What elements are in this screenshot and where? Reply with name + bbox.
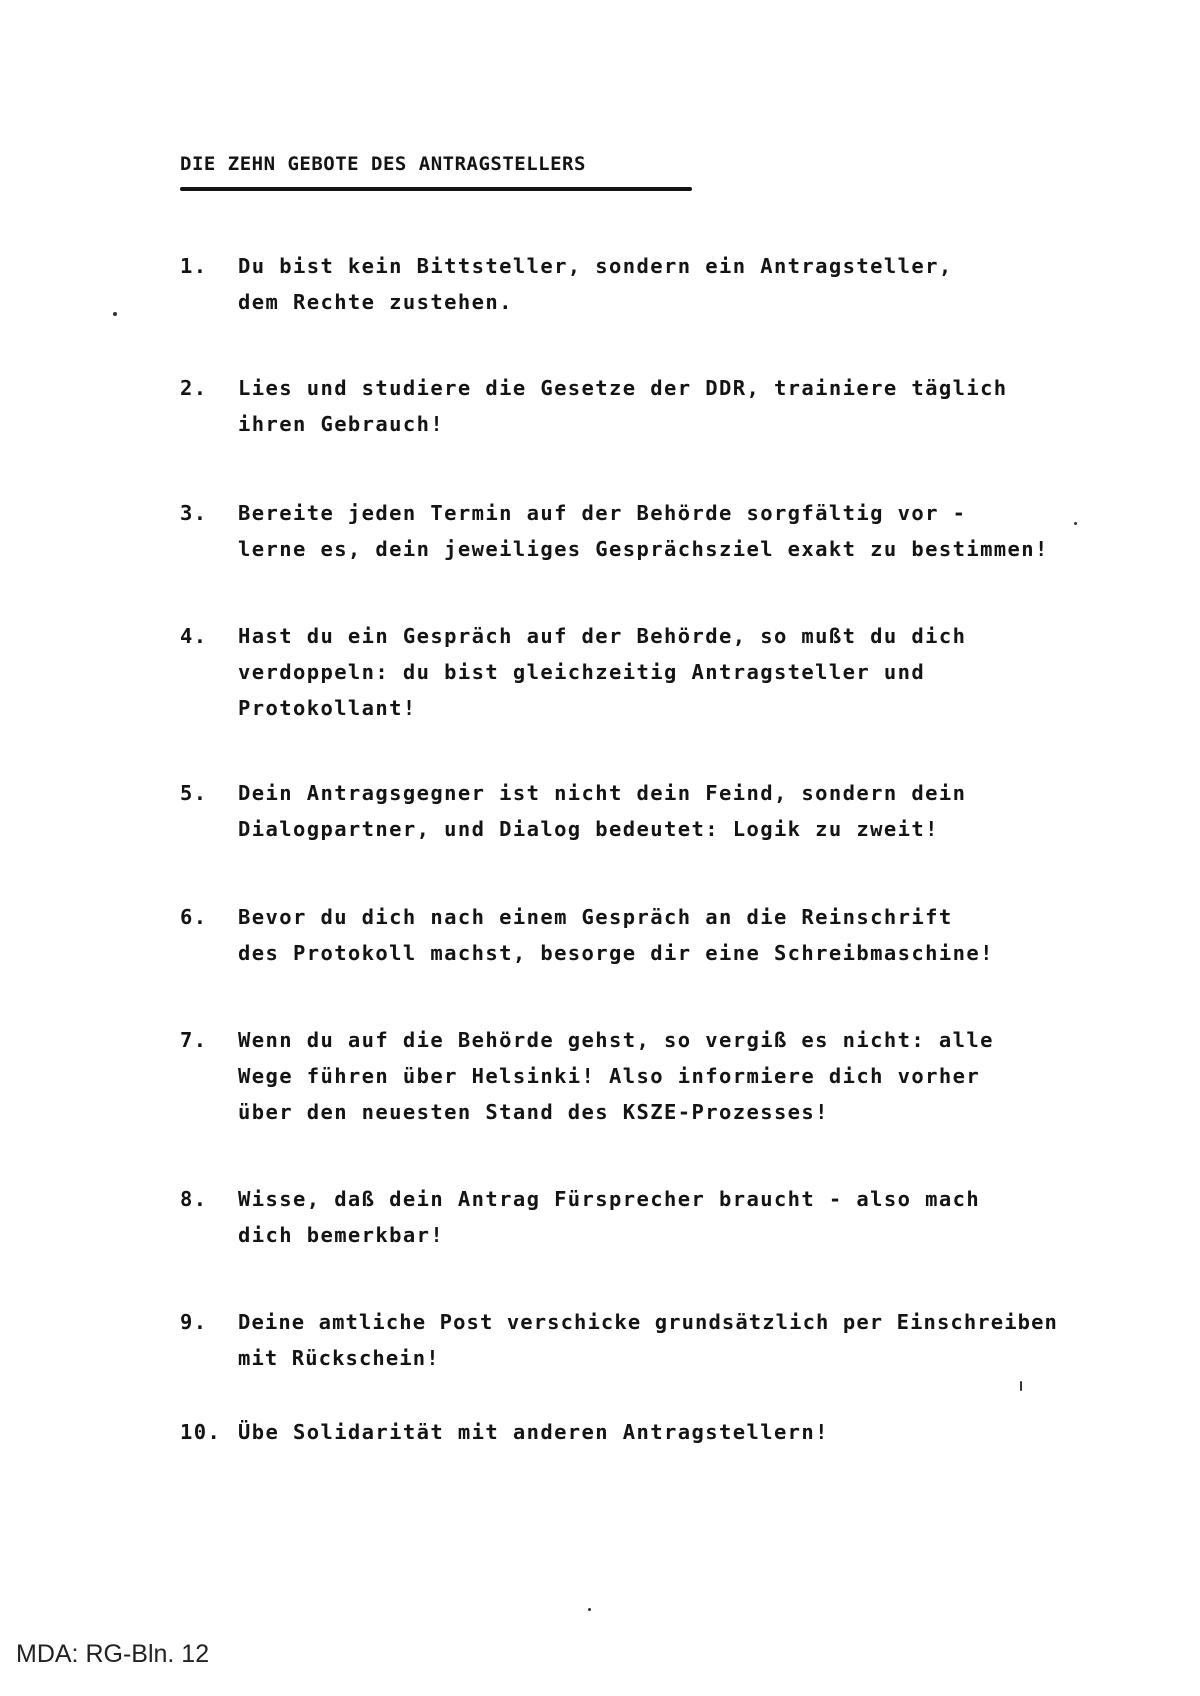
list-item (180, 495, 1160, 567)
item-text: Deine amtliche Post verschicke grundsätzlich per Einschreiben mit Rückschein! (238, 1310, 1058, 1370)
item-number: 4. (180, 624, 208, 648)
document-title: DIE ZEHN GEBOTE DES ANTRAGSTELLERS (180, 153, 586, 175)
scan-speck (1020, 1381, 1022, 1391)
title-underline (180, 187, 692, 191)
item-number: 8. (180, 1187, 208, 1211)
list-item (180, 1181, 1160, 1253)
item-text: Wisse, daß dein Antrag Fürsprecher braucht - also mach dich bemerkbar! (238, 1187, 981, 1247)
item-number: 6. (180, 905, 208, 929)
item-text: Dein Antragsgegner ist nicht dein Feind, sondern dein Dialogpartner, und Dialog bedeutet: Logik zu zweit! (238, 781, 967, 841)
list-item (180, 618, 1160, 726)
list-item (180, 1022, 1160, 1130)
list-item (180, 775, 1160, 847)
item-text: Bevor du dich nach einem Gespräch an die Reinschrift des Protokoll machst, besorge dir eine Schreibmaschine! (238, 905, 994, 965)
item-text: Wenn du auf die Behörde gehst, so vergiß es nicht: alle Wege führen über Helsinki! Also informiere dich vorher über den neuesten Stand des KSZE-Prozesses! (238, 1028, 994, 1124)
archive-reference: MDA: RG-Bln. 12 (16, 1640, 210, 1668)
item-number: 3. (180, 501, 208, 525)
list-item (180, 1304, 1160, 1376)
item-number: 1. (180, 254, 208, 278)
item-text: Hast du ein Gespräch auf der Behörde, so mußt du dich verdoppeln: du bist gleichzeitig Antragsteller und Protokollant! (238, 624, 967, 720)
scan-speck (113, 312, 117, 316)
scan-speck (1074, 522, 1077, 525)
scan-speck (588, 1608, 591, 1611)
list-item (180, 899, 1160, 971)
item-text: Lies und studiere die Gesetze der DDR, trainiere täglich ihren Gebrauch! (238, 376, 1008, 436)
item-text: Du bist kein Bittsteller, sondern ein Antragsteller, dem Rechte zustehen. (238, 254, 953, 314)
item-number: 10. (180, 1420, 222, 1444)
item-number: 7. (180, 1028, 208, 1052)
item-number: 9. (180, 1310, 208, 1334)
list-item (180, 370, 1160, 442)
item-number: 5. (180, 781, 208, 805)
item-text: Bereite jeden Termin auf der Behörde sorgfältig vor - lerne es, dein jeweiliges Gesprächsziel exakt zu bestimmen! (238, 501, 1049, 561)
item-text: Übe Solidarität mit anderen Antragstellern! (238, 1420, 829, 1444)
list-item (180, 1414, 1160, 1450)
list-item (180, 248, 1160, 320)
item-number: 2. (180, 376, 208, 400)
